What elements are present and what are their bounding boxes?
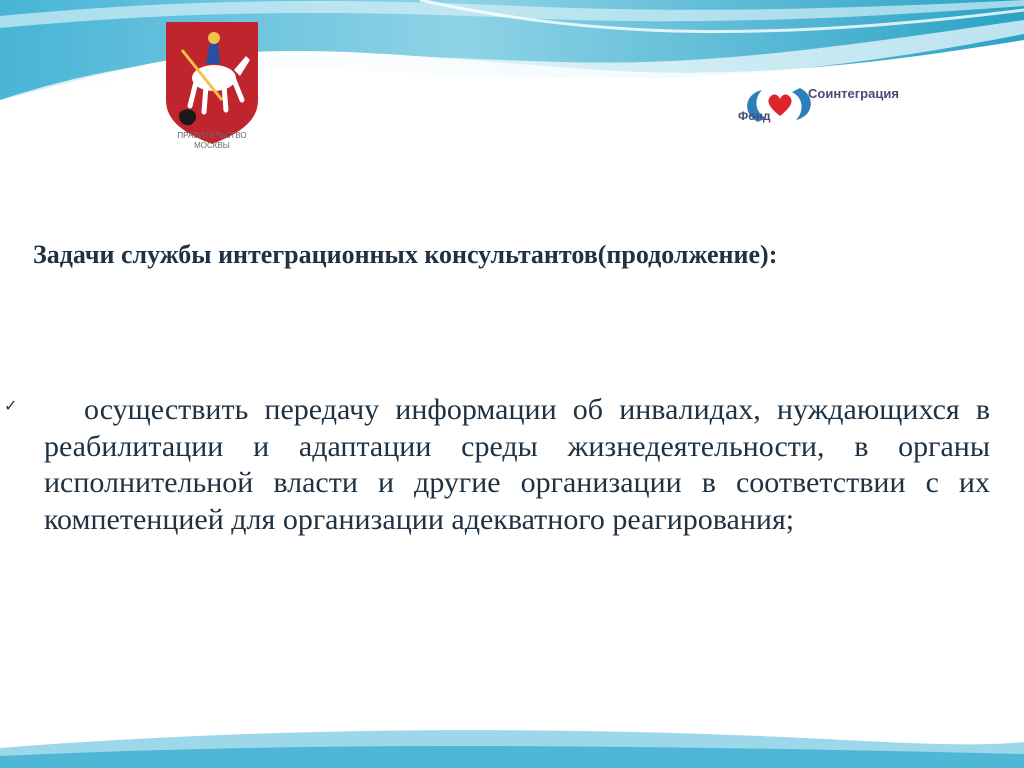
bullet-text: осуществить передачу информации об инвалидах, нуждающихся в реабилитации и адаптации среды жизнедеятельности, в органы исполнительной власти и другие организации в соответствии с их компетенцией для организации адекватного реагирования; [44, 393, 990, 536]
gov-caption [150, 131, 274, 151]
fund-name: Соинтеграция [808, 86, 899, 101]
bottom-wave-decoration [0, 708, 1024, 768]
gov-caption-line2: МОСКВЫ [194, 141, 230, 150]
checkmark-icon: ✓ [4, 396, 18, 415]
gov-caption-line1: ПРАВИТЕЛЬСТВО [177, 131, 247, 140]
slide-heading: Задачи службы интеграционных консультантов(продолжение): [33, 240, 778, 269]
fund-label: Фонд [738, 109, 771, 123]
